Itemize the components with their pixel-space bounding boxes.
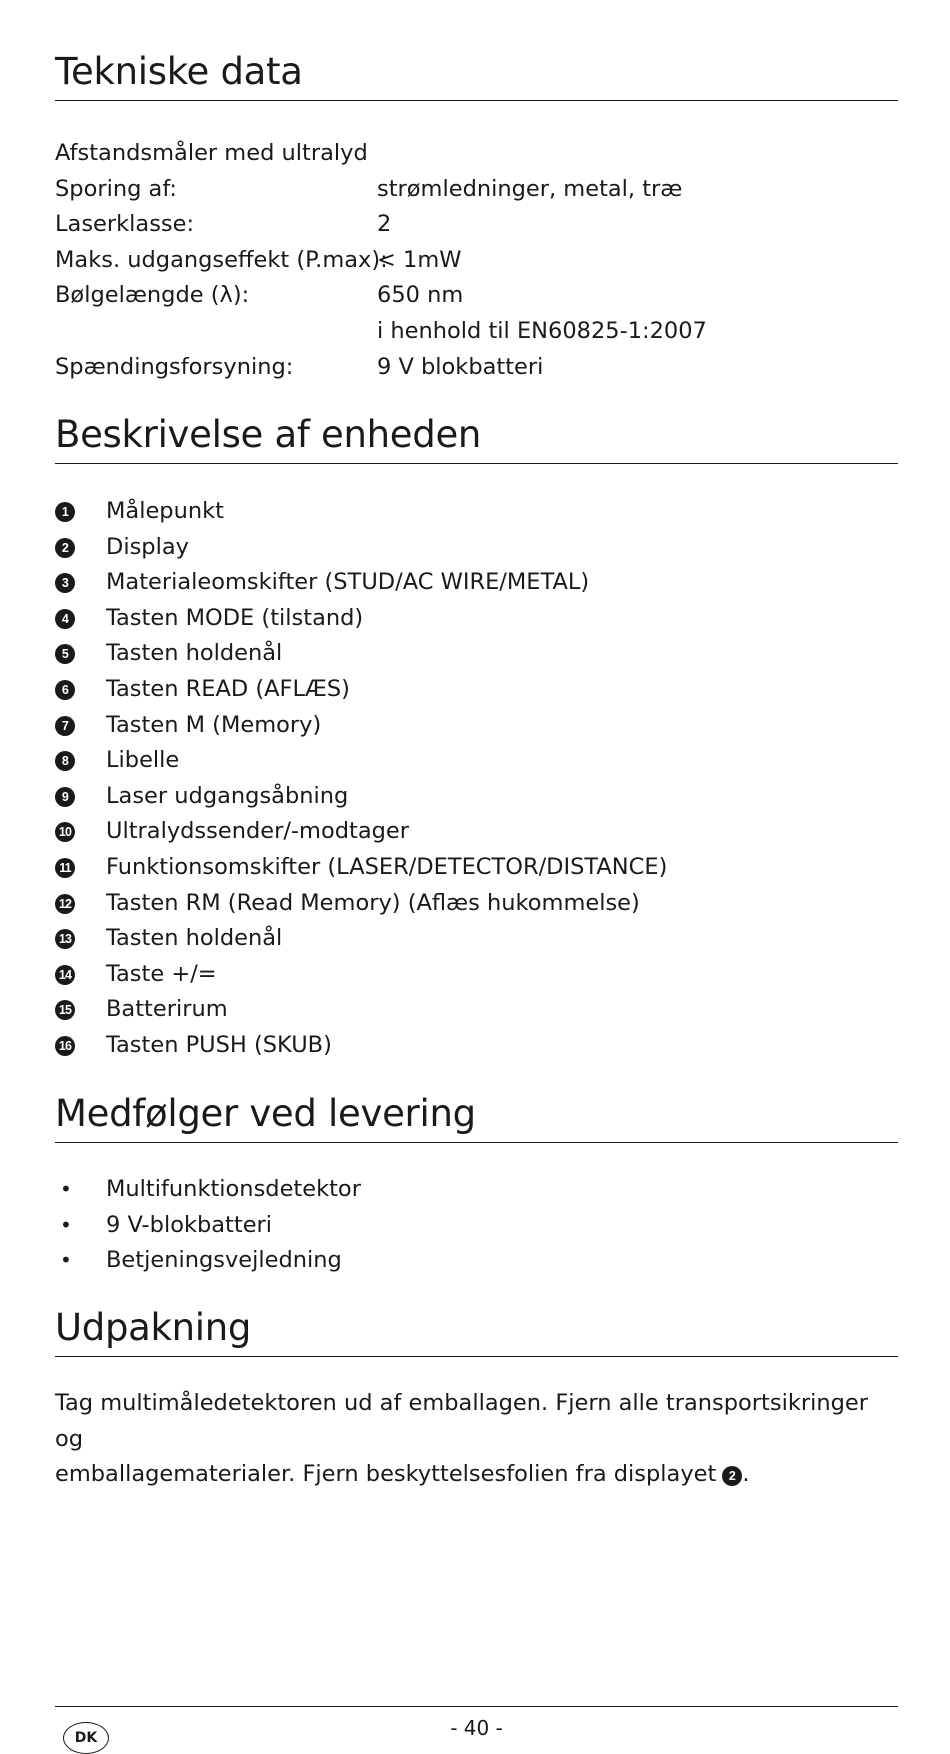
spec-label: Laserklasse: — [55, 211, 195, 238]
bullet-icon: • — [60, 1248, 72, 1273]
language-badge: DK — [63, 1722, 109, 1754]
list-item — [55, 601, 898, 637]
list-item-text: Tasten holdenål — [106, 925, 283, 952]
list-item — [55, 957, 898, 993]
list-item-text: Tasten PUSH (SKUB) — [106, 1031, 332, 1058]
section-title-description: Beskrivelse af enheden — [55, 413, 898, 464]
bullet-icon: • — [60, 1177, 72, 1201]
list-item — [55, 1208, 898, 1244]
list-item — [55, 779, 898, 815]
number-badge: 13 — [55, 929, 75, 949]
list-item-text: Ultralydssender/-modtager — [106, 818, 410, 845]
number-badge: 5 — [55, 644, 75, 664]
number-badge: 9 — [55, 787, 75, 807]
spec-table — [55, 136, 898, 385]
spec-value: < 1mW — [377, 246, 462, 273]
spec-label: Maks. udgangseffekt (P.max): — [55, 246, 388, 273]
list-item — [55, 708, 898, 744]
unpacking-paragraph — [55, 1386, 898, 1493]
list-item-text: Tasten MODE (tilstand) — [106, 604, 364, 631]
list-item-text: Målepunkt — [106, 498, 224, 524]
list-item-text: Batterirum — [106, 996, 228, 1023]
paragraph-line: emballagematerialer. Fjern beskyttelsesfolien fra displayet — [55, 1461, 717, 1488]
number-badge: 1 — [55, 502, 75, 522]
list-item-text: Tasten RM (Read Memory) (Aflæs hukommelse) — [106, 889, 640, 916]
spec-label: Sporing af: — [55, 175, 178, 202]
paragraph-line: Tag multimåledetektoren ud af emballagen. Fjern alle transportsikringer og — [55, 1390, 869, 1452]
section-title-technical: Tekniske data — [55, 50, 898, 101]
list-item-text: 9 V-blokbatteri — [106, 1211, 273, 1238]
spec-value: strømledninger, metal, træ — [377, 175, 683, 202]
spec-row — [55, 314, 898, 350]
spec-value: 9 V blokbatteri — [377, 353, 544, 380]
number-badge: 14 — [55, 965, 75, 985]
number-badge: 12 — [55, 894, 75, 914]
bullet-icon: • — [60, 1212, 72, 1237]
number-badge: 7 — [55, 716, 75, 736]
number-badge: 3 — [55, 573, 75, 593]
list-item-text: Betjeningsvejledning — [106, 1247, 342, 1274]
spec-row — [55, 172, 898, 208]
list-item-text: Multifunktionsdetektor — [106, 1176, 361, 1202]
number-badge: 11 — [55, 858, 75, 878]
list-item — [55, 530, 898, 566]
component-list — [55, 494, 898, 1064]
spec-value: i henhold til EN60825-1:2007 — [377, 317, 707, 344]
list-item-text: Tasten holdenål — [106, 640, 283, 667]
section-title-unpacking: Udpakning — [55, 1306, 898, 1357]
list-item — [55, 1243, 898, 1279]
list-item-text: Display — [106, 533, 189, 560]
number-badge: 6 — [55, 680, 75, 700]
list-item — [55, 565, 898, 601]
list-item-text: Laser udgangsåbning — [106, 782, 349, 809]
spec-row — [55, 243, 898, 279]
spec-value: 650 nm — [377, 282, 464, 309]
list-item — [55, 672, 898, 708]
list-item-text: Tasten M (Memory) — [106, 711, 322, 738]
number-badge: 2 — [55, 538, 75, 558]
list-item — [55, 921, 898, 957]
spec-row — [55, 278, 898, 314]
spec-row — [55, 207, 898, 243]
list-item-text: Materialeomskifter (STUD/AC WIRE/METAL) — [106, 569, 590, 596]
page-number: - 40 - — [450, 1716, 503, 1740]
list-item-text: Taste +/= — [106, 960, 217, 987]
list-item — [55, 1028, 898, 1064]
spec-label: Afstandsmåler med ultralyd — [55, 140, 368, 166]
list-item-text: Funktionsomskifter (LASER/DETECTOR/DISTANCE) — [106, 853, 668, 880]
spec-label: Spændingsforsyning: — [55, 353, 294, 380]
list-item — [55, 886, 898, 922]
spec-label: Bølgelængde (λ): — [55, 282, 250, 309]
list-item — [55, 494, 898, 530]
number-badge: 10 — [55, 822, 75, 842]
number-badge: 15 — [55, 1000, 75, 1020]
number-badge: 16 — [55, 1036, 75, 1056]
list-item — [55, 1172, 898, 1208]
list-item — [55, 814, 898, 850]
delivery-list — [55, 1172, 898, 1279]
list-item-text: Tasten READ (AFLÆS) — [106, 675, 350, 702]
list-item — [55, 850, 898, 886]
list-item — [55, 992, 898, 1028]
section-title-delivery: Medfølger ved levering — [55, 1092, 898, 1143]
number-badge: 2 — [722, 1466, 742, 1486]
list-item — [55, 743, 898, 779]
list-item-text: Libelle — [106, 747, 180, 774]
spec-value: 2 — [377, 211, 392, 238]
list-item — [55, 636, 898, 672]
spec-row — [55, 136, 898, 172]
spec-row — [55, 350, 898, 386]
number-badge: 4 — [55, 609, 75, 629]
footer-divider — [55, 1706, 898, 1707]
number-badge: 8 — [55, 751, 75, 771]
paragraph-end: . — [742, 1461, 750, 1488]
